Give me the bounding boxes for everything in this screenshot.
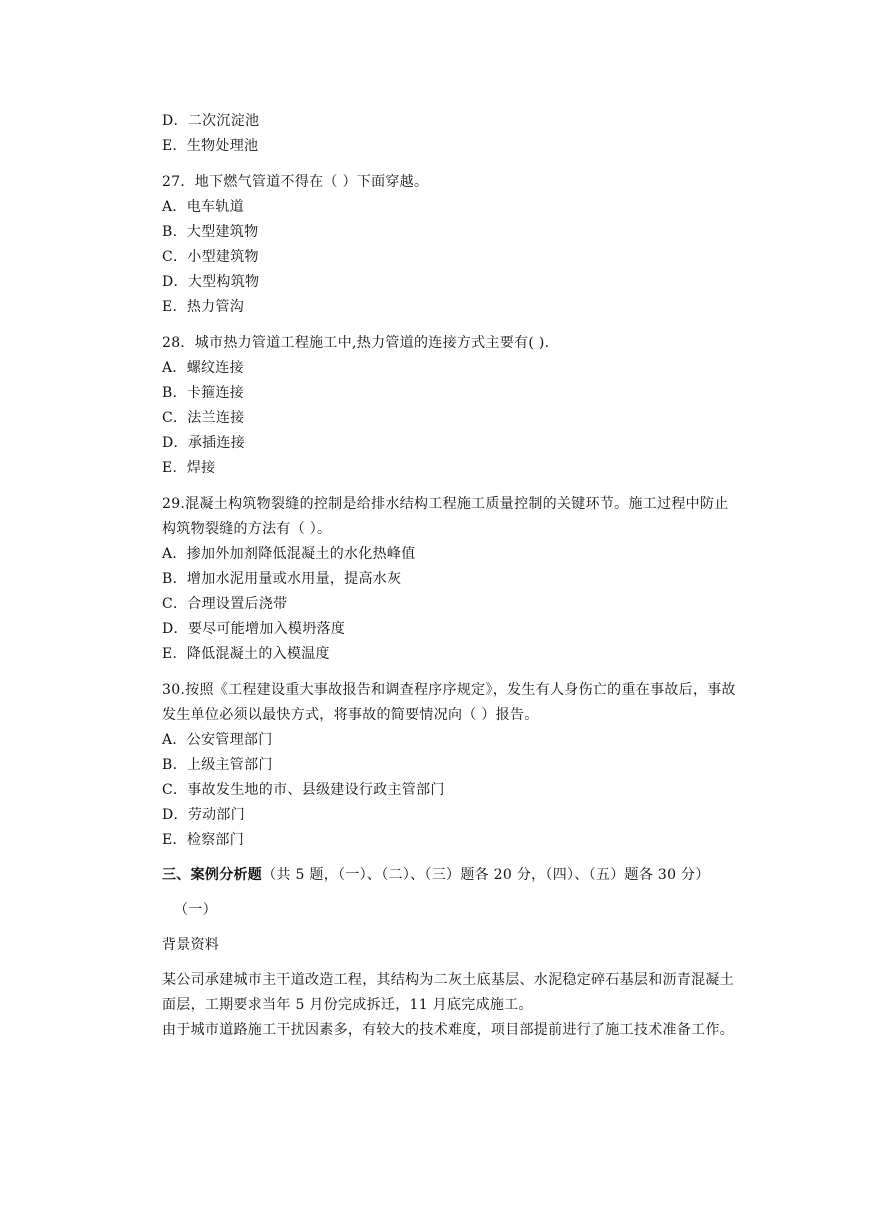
- q29-option-d: D．要尽可能增加入模坍落度: [162, 621, 346, 637]
- q27-option-c: C．小型建筑物: [162, 249, 259, 265]
- case-1-paragraph-1: 某公司承建城市主干道改造工程，其结构为二灰土底基层、水泥稳定碎石基层和沥青混凝土面层，工期要求当年 5 月份完成拆迁，11 月底完成施工。: [162, 972, 734, 1013]
- q30-option-d: D．劳动部门: [162, 807, 246, 823]
- section-3-desc: （共 5 题，（一）、（二）、（三）题各 20 分，（四）、（五）题各 30 分）: [262, 867, 710, 883]
- q29-option-e: E．降低混凝土的入模温度: [162, 646, 330, 662]
- q27-option-d: D．大型构筑物: [162, 274, 260, 290]
- q27-option-e: E．热力管沟: [162, 299, 245, 315]
- q26-option-e: E．生物处理池: [162, 138, 259, 154]
- q30-option-c: C．事故发生地的市、县级建设行政主管部门: [162, 782, 445, 798]
- q26-option-d: D．二次沉淀池: [162, 113, 260, 129]
- q28-option-b: B．卡箍连接: [162, 385, 245, 401]
- case-1-label: （一）: [174, 902, 217, 918]
- q28-option-d: D．承插连接: [162, 435, 246, 451]
- section-3-heading: [162, 863, 742, 888]
- q30-stem: 30.按照《工程建设重大事故报告和调查程序序规定》，发生有人身伤亡的重在事故后，事故发生单位必须以最快方式，将事故的简要情况向（ ）报告。: [162, 682, 736, 723]
- q30-option-a: A．公安管理部门: [162, 732, 273, 748]
- q30-option-e: E．检察部门: [162, 832, 245, 848]
- q28-option-e: E．焊接: [162, 460, 216, 476]
- q28-option-a: A．螺纹连接: [162, 360, 244, 376]
- document-content: [162, 109, 742, 1043]
- q29-option-b: B．增加水泥用量或水用量，提高水灰: [162, 571, 402, 587]
- case-1-paragraph-2: 由于城市道路施工干扰因素多，有较大的技术难度，项目部提前进行了施工技术准备工作。: [162, 1022, 734, 1038]
- q30-option-b: B．上级主管部门: [162, 757, 273, 773]
- q27-option-a: A．电车轨道: [162, 199, 244, 215]
- q28-option-c: C．法兰连接: [162, 410, 245, 426]
- q27-stem: 27．地下燃气管道不得在（ ）下面穿越。: [162, 174, 429, 190]
- q29-option-a: A．掺加外加剂降低混凝土的水化热峰值: [162, 546, 416, 562]
- section-3-title: 三、案例分析题: [162, 867, 263, 883]
- q29-stem: 29.混凝土构筑物裂缝的控制是给排水结构工程施工质量控制的关键环节。施工过程中防止构筑物裂缝的方法有（ ）。: [162, 496, 729, 537]
- q28-stem: 28．城市热力管道工程施工中,热力管道的连接方式主要有( ).: [162, 335, 550, 351]
- q29-option-c: C．合理设置后浇带: [162, 596, 288, 612]
- case-1-background-label: 背景资料: [162, 937, 220, 953]
- q27-option-b: B．大型建筑物: [162, 224, 259, 240]
